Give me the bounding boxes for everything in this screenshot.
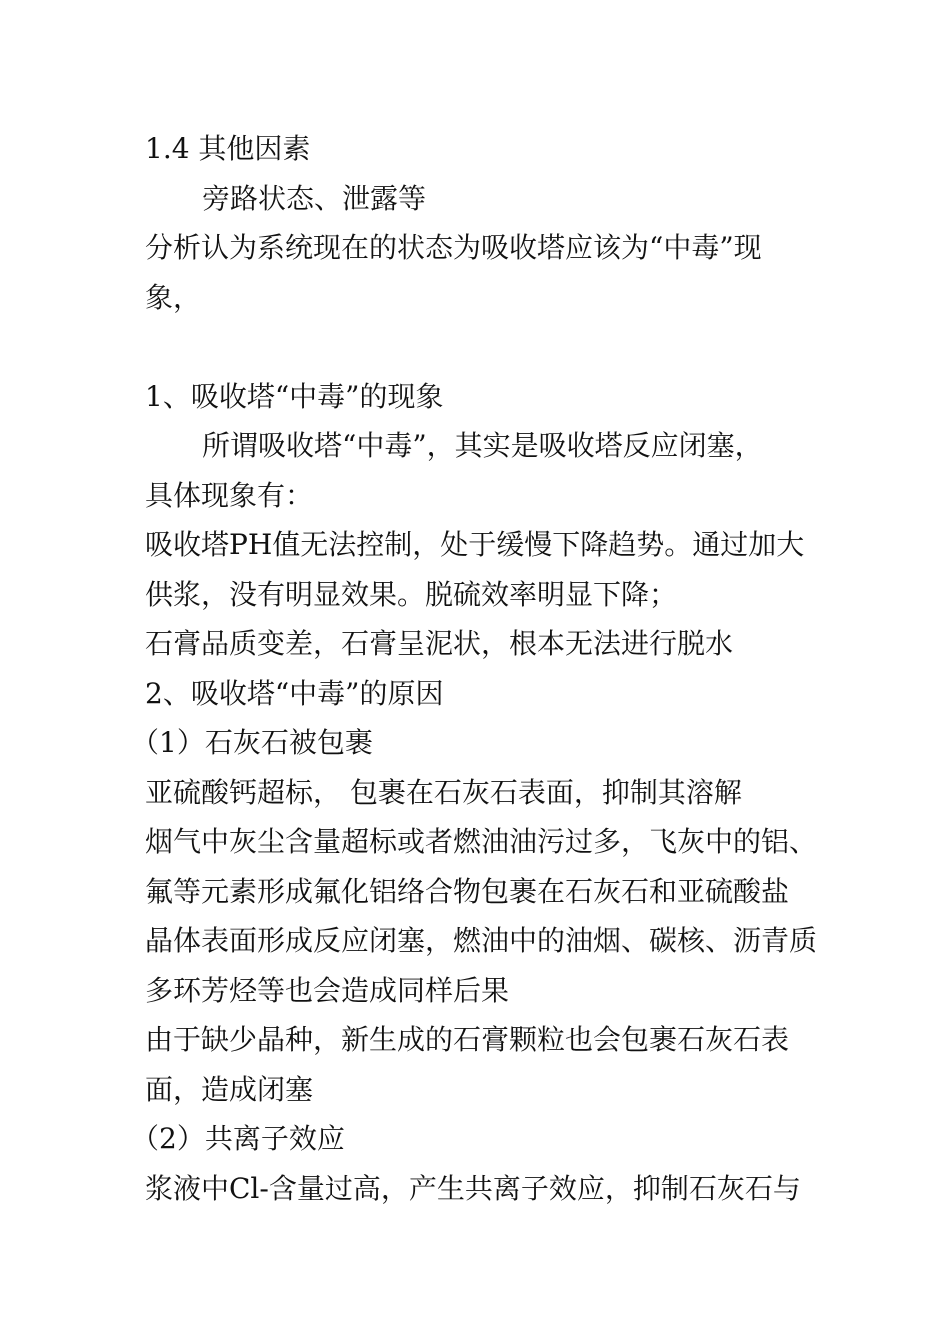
section-heading-1-4: 1.4 其他因素	[145, 132, 311, 165]
paragraph-line: 石膏品质变差，石膏呈泥状，根本无法进行脱水	[145, 627, 734, 660]
paragraph-line: 所谓吸收塔“中毒”，其实是吸收塔反应闭塞，	[202, 429, 763, 462]
paragraph-line: 吸收塔PH值无法控制，处于缓慢下降趋势。通过加大	[145, 528, 805, 561]
paragraph-line: 烟气中灰尘含量超标或者燃油油污过多，飞灰中的铝、	[145, 825, 818, 858]
subsection-heading-1: （1）石灰石被包裹	[131, 726, 373, 759]
paragraph-line: 面，造成闭塞	[145, 1072, 314, 1106]
paragraph-line: 亚硫酸钙超标， 包裹在石灰石表面，抑制其溶解	[145, 775, 742, 809]
paragraph-line: 供浆，没有明显效果。脱硫效率明显下降；	[145, 577, 678, 611]
paragraph-line: 由于缺少晶种，新生成的石膏颗粒也会包裹石灰石表	[145, 1023, 790, 1056]
section-heading-2: 2、吸收塔“中毒”的原因	[145, 676, 444, 710]
document-body	[131, 124, 818, 1213]
paragraph-line: 具体现象有：	[145, 478, 314, 512]
paragraph-line: 分析认为系统现在的状态为吸收塔应该为“中毒”现	[145, 231, 762, 264]
paragraph-line: 浆液中Cl-含量过高，产生共离子效应，抑制石灰石与	[145, 1171, 801, 1205]
blank-line	[145, 322, 815, 372]
paragraph-line: 氟等元素形成氟化铝络合物包裹在石灰石和亚硫酸盐	[145, 874, 790, 908]
paragraph-line: 旁路状态、泄露等	[202, 181, 427, 215]
subsection-heading-2: （2）共离子效应	[131, 1122, 345, 1155]
paragraph-line: 晶体表面形成反应闭塞，燃油中的油烟、碳核、沥青质	[145, 924, 818, 957]
paragraph-line: 多环芳烃等也会造成同样后果	[145, 973, 510, 1007]
section-heading-1: 1、吸收塔“中毒”的现象	[145, 379, 444, 413]
paragraph-line: 象，	[145, 280, 202, 314]
